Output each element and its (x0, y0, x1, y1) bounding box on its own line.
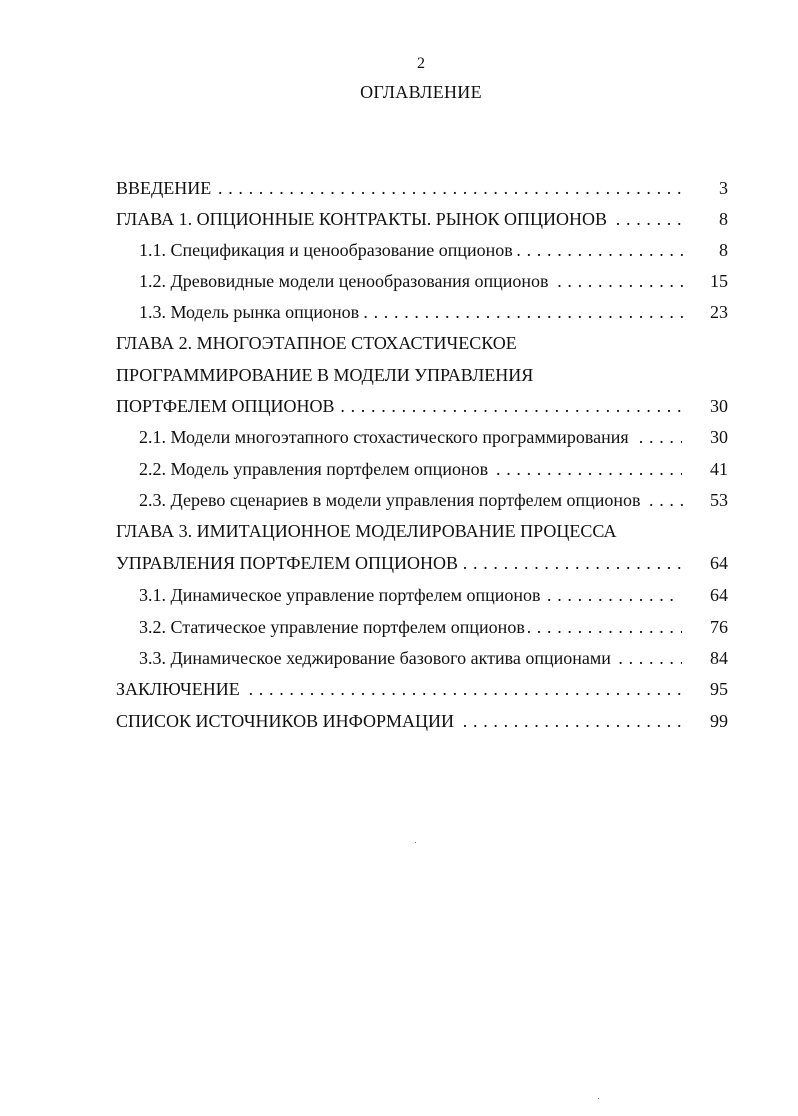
toc-entry-page: 23 (710, 302, 728, 322)
toc-entry-section-3-3[interactable] (0, 645, 798, 671)
toc-entry-conclusion[interactable] (0, 676, 798, 702)
toc-entry-references[interactable] (0, 708, 798, 734)
toc-entry-page: 8 (719, 209, 728, 229)
toc-entry-page: 84 (710, 648, 728, 668)
toc-entry-chapter-2-line-2[interactable] (0, 362, 798, 388)
toc-entry-title: ГЛАВА 1. ОПЦИОННЫЕ КОНТРАКТЫ. РЫНОК ОПЦИОНОВ (116, 209, 610, 229)
toc-entry-section-1-3[interactable] (0, 299, 798, 325)
toc-entry-section-2-2[interactable] (0, 456, 798, 482)
toc-entry-title: 2.1. Модели многоэтапного стохастического программирования (139, 427, 632, 447)
toc-entry-title: 3.2. Статическое управление портфелем опционов (139, 617, 528, 637)
toc-entry-page: 15 (710, 271, 728, 291)
toc-entry-page: 30 (710, 427, 728, 447)
toc-entry-title: УПРАВЛЕНИЯ ПОРТФЕЛЕМ ОПЦИОНОВ (116, 553, 461, 573)
toc-entry-page: 3 (719, 178, 728, 198)
toc-entry-title: 1.2. Древовидные модели ценообразования опционов (139, 271, 552, 291)
toc-title: ОГЛАВЛЕНИЕ (360, 82, 482, 102)
toc-entry-section-3-1[interactable] (0, 582, 798, 608)
toc-entry-page: 53 (710, 490, 728, 510)
scan-speck (598, 1098, 599, 1099)
toc-entry-title: ПРОГРАММИРОВАНИЕ В МОДЕЛИ УПРАВЛЕНИЯ (116, 365, 536, 385)
toc-entry-title: 1.3. Модель рынка опционов (139, 302, 362, 322)
scan-speck (415, 842, 416, 843)
toc-entry-title: 3.1. Динамическое управление портфелем опционов (139, 585, 544, 605)
page-number: 2 (417, 55, 425, 72)
toc-entry-chapter-3-line-2[interactable] (0, 550, 798, 576)
toc-entry-title: 1.1. Спецификация и ценообразование опционов (139, 240, 516, 260)
toc-entry-chapter-1[interactable] (0, 206, 798, 232)
toc-entry-chapter-2-line-3[interactable] (0, 393, 798, 419)
toc-entry-section-2-3[interactable] (0, 487, 798, 513)
toc-entry-page: 64 (710, 585, 728, 605)
toc-entry-title: ЗАКЛЮЧЕНИЕ (116, 679, 243, 699)
toc-entry-title: ГЛАВА 3. ИМИТАЦИОННОЕ МОДЕЛИРОВАНИЕ ПРОЦЕССА (116, 521, 620, 541)
toc-entry-page: 99 (710, 711, 728, 731)
toc-entry-chapter-2-line-1[interactable] (0, 330, 798, 356)
toc-entry-section-1-1[interactable] (0, 237, 798, 263)
toc-entry-page: 95 (710, 679, 728, 699)
toc-entry-title: ПОРТФЕЛЕМ ОПЦИОНОВ (116, 396, 338, 416)
toc-entry-title: ГЛАВА 2. МНОГОЭТАПНОЕ СТОХАСТИЧЕСКОЕ (116, 333, 520, 353)
toc-entry-section-2-1[interactable] (0, 424, 798, 450)
toc-entry-page: 8 (719, 240, 728, 260)
toc-entry-page: 76 (710, 617, 728, 637)
toc-entry-introduction[interactable] (0, 175, 798, 201)
toc-entry-title: ВВЕДЕНИЕ (116, 178, 214, 198)
toc-entry-title: 2.3. Дерево сценариев в модели управления портфелем опционов (139, 490, 644, 510)
toc-entry-title: 2.2. Модель управления портфелем опционов (139, 459, 491, 479)
toc-entry-page: 64 (710, 553, 728, 573)
toc-entry-title: 3.3. Динамическое хеджирование базового актива опционами (139, 648, 614, 668)
toc-entry-section-3-2[interactable] (0, 614, 798, 640)
toc-entry-title: СПИСОК ИСТОЧНИКОВ ИНФОРМАЦИИ (116, 711, 457, 731)
toc-entry-chapter-3-line-1[interactable] (0, 518, 798, 544)
toc-entry-section-1-2[interactable] (0, 268, 798, 294)
toc-entry-page: 30 (710, 396, 728, 416)
toc-entry-page: 41 (710, 459, 728, 479)
